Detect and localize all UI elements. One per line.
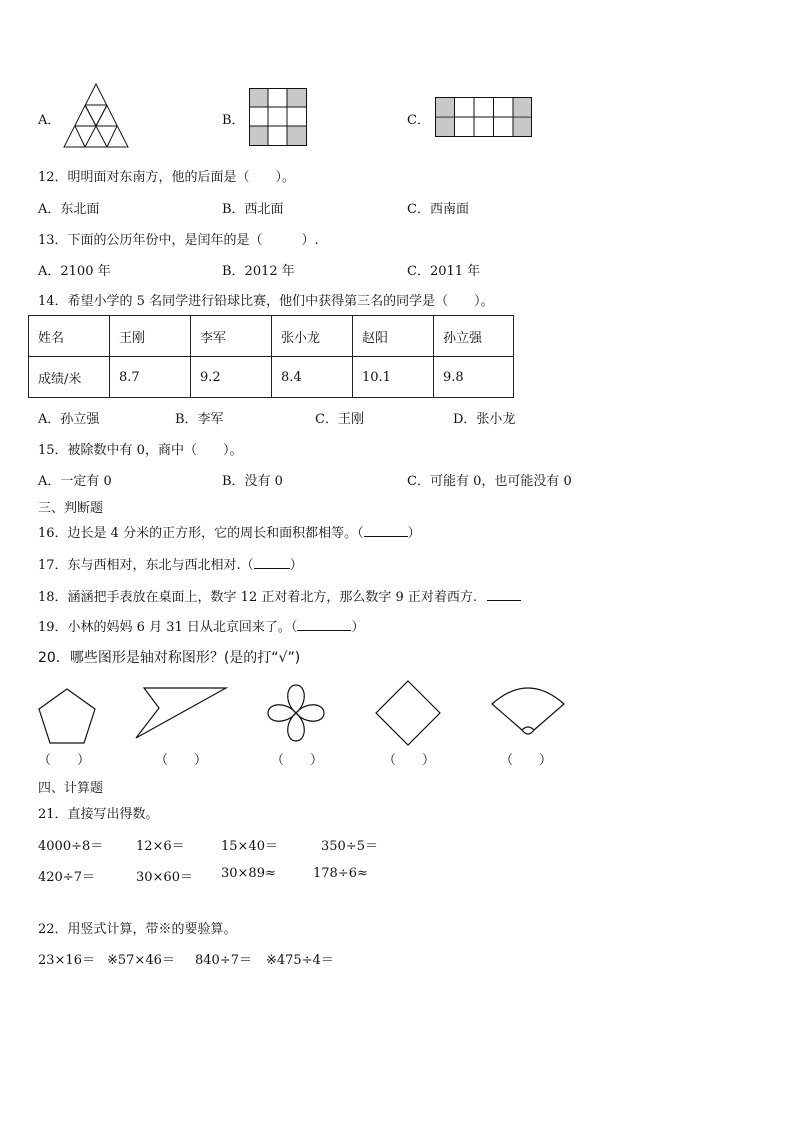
q19-line [38, 616, 364, 635]
section-heading-calculation: 四、计算题 [38, 781, 104, 796]
q15-option-b[interactable]: B．没有 0 [222, 474, 283, 489]
table-cell: 李军 [191, 316, 272, 357]
q21-item: 4000÷8＝ [38, 839, 104, 854]
diamond-icon [375, 680, 441, 746]
q16-stem: 16．边长是 4 分米的正方形，它的周长和面积都相等。（ [38, 526, 364, 541]
q17-line [38, 554, 303, 573]
q19-answer-blank[interactable] [297, 618, 351, 631]
section-heading-judgement: 三、判断题 [38, 501, 104, 516]
table-row [29, 316, 514, 357]
q21-item: 30×60＝ [136, 870, 193, 885]
pentagon-icon [38, 688, 96, 744]
rectangle-grid-icon [435, 97, 532, 137]
q12-stem: 12．明明面对东南方，他的后面是（ ）。 [38, 170, 296, 185]
q15-stem: 15．被除数中有 0，商中（ ）。 [38, 443, 243, 458]
q13-option-b[interactable]: B．2012 年 [222, 264, 295, 279]
table-cell: 姓名 [29, 316, 110, 357]
q11-option-c-label: C． [407, 113, 430, 128]
q14-option-a[interactable]: A．孙立强 [38, 412, 100, 427]
q18-answer-blank[interactable] [487, 588, 521, 601]
q15-option-a[interactable]: A．一定有 0 [38, 474, 112, 489]
q18-line [38, 586, 521, 605]
flower-icon [266, 683, 326, 743]
table-cell: 成绩/米 [29, 357, 110, 398]
table-cell: 赵阳 [353, 316, 434, 357]
q20-stem: 20．哪些图形是轴对称图形？(是的打“√”) [38, 650, 301, 666]
q20-bracket-1[interactable]: （ ） [38, 753, 91, 768]
q12-option-a[interactable]: A．东北面 [38, 202, 100, 217]
q14-stem: 14．希望小学的 5 名同学进行铅球比赛，他们中获得第三名的同学是（ ）。 [38, 294, 494, 309]
q16-line [38, 522, 421, 541]
q21-stem: 21．直接写出得数。 [38, 807, 159, 822]
q22-item: ※475÷4＝ [266, 953, 334, 968]
table-cell: 8.7 [110, 357, 191, 398]
q22-item: 23×16＝ [38, 953, 95, 968]
q21-item: 15×40＝ [221, 839, 278, 854]
q20-bracket-2[interactable]: （ ） [155, 753, 208, 768]
q13-option-c[interactable]: C．2011 年 [407, 264, 481, 279]
triangle-icon [132, 687, 228, 739]
table-cell: 王刚 [110, 316, 191, 357]
q17-answer-blank[interactable] [254, 556, 290, 569]
table-cell: 9.8 [434, 357, 514, 398]
table-cell: 孙立强 [434, 316, 514, 357]
q14-option-c[interactable]: C．王刚 [315, 412, 364, 427]
q21-item: 350÷5＝ [321, 839, 378, 854]
table-cell: 8.4 [272, 357, 353, 398]
table-row [29, 357, 514, 398]
q19-stem: 19．小林的妈妈 6 月 31 日从北京回来了。（ [38, 620, 298, 635]
q15-option-c[interactable]: C．可能有 0，也可能没有 0 [407, 474, 572, 489]
q21-item: 12×6＝ [136, 839, 185, 854]
q17-stem: 17．东与西相对，东北与西北相对.（ [38, 558, 254, 573]
q13-option-a[interactable]: A．2100 年 [38, 264, 111, 279]
q17-close: ） [289, 558, 303, 573]
q19-close: ） [351, 620, 365, 635]
q20-bracket-4[interactable]: （ ） [383, 753, 436, 768]
q11-option-a-label: A． [38, 113, 61, 128]
q22-stem: 22．用竖式计算，带※的要验算。 [38, 922, 237, 937]
q22-item: ※57×46＝ [107, 953, 175, 968]
q16-answer-blank[interactable] [364, 524, 408, 537]
triangle-grid-icon [64, 84, 128, 148]
q11-option-b-label: B． [222, 113, 245, 128]
table-cell: 张小龙 [272, 316, 353, 357]
square-grid-icon [249, 88, 307, 146]
score-table [28, 315, 514, 398]
q18-stem: 18．涵涵把手表放在桌面上，数字 12 正对着北方，那么数字 9 正对着西方. [38, 590, 478, 605]
q13-stem: 13．下面的公历年份中，是闰年的是（ ）. [38, 233, 319, 248]
q21-item: 178÷6≈ [313, 866, 368, 881]
fan-icon [490, 684, 566, 740]
table-cell: 10.1 [353, 357, 434, 398]
q14-option-d[interactable]: D．张小龙 [453, 412, 516, 427]
q12-option-b[interactable]: B．西北面 [222, 202, 284, 217]
q22-item: 840÷7＝ [195, 953, 252, 968]
q21-item: 420÷7＝ [38, 870, 95, 885]
q20-bracket-3[interactable]: （ ） [271, 753, 324, 768]
q21-item: 30×89≈ [221, 866, 276, 881]
q16-close: ） [407, 526, 421, 541]
table-cell: 9.2 [191, 357, 272, 398]
q20-bracket-5[interactable]: （ ） [500, 753, 553, 768]
q14-option-b[interactable]: B．李军 [175, 412, 224, 427]
q12-option-c[interactable]: C．西南面 [407, 202, 469, 217]
